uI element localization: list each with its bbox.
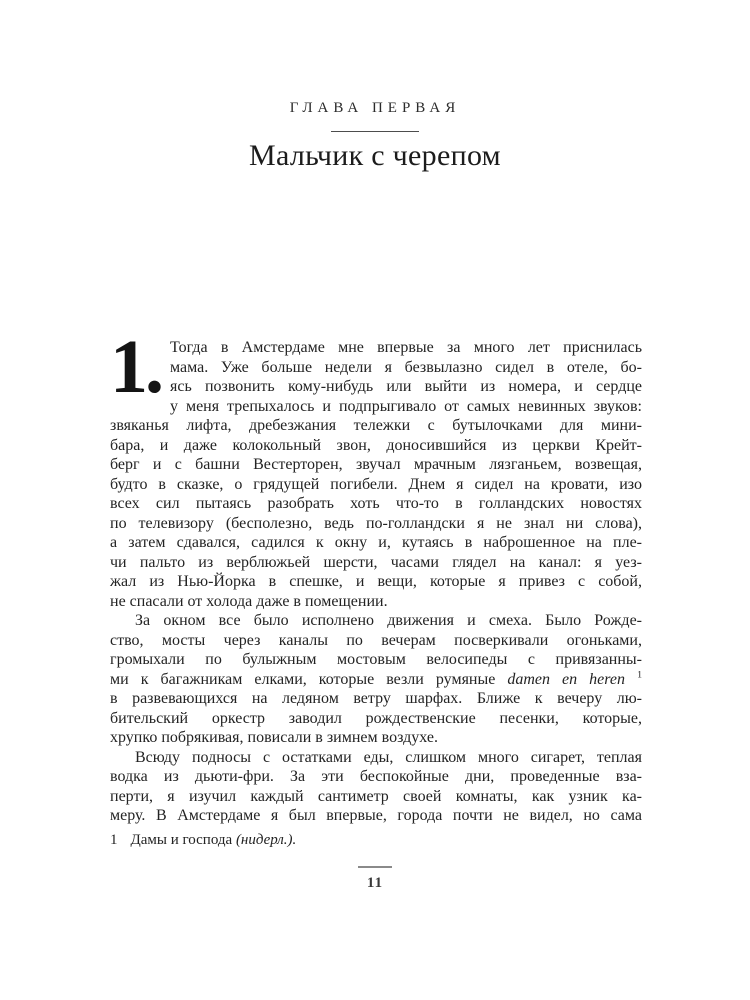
text-line: водка из дьюти-фри. За эти беспокойные дни, проведенные вза- [110, 768, 642, 785]
superscript-footnote-ref: 1 [637, 669, 643, 681]
text-line: мама. Уже больше недели я безвылазно сидел в отеле, бо- [170, 358, 642, 376]
text-segment [625, 671, 637, 688]
text-line: перти, я изучил каждый сантиметр своей комнаты, как узник ка- [110, 787, 642, 805]
text-line: ство, мосты через каналы по вечерам посверкивали огоньками, [110, 631, 642, 649]
text-line: берг и с башни Вестерторен, звучал мрачным лязганьем, возвещая, [110, 456, 642, 473]
text-segment: Дамы и господа [130, 832, 236, 848]
text-line [110, 670, 642, 690]
footnote-text [131, 832, 297, 848]
text-line: чи пальто из верблюжьей шерсти, часами глядел на канал: я уез- [110, 553, 642, 571]
text-line: будто в сказке, о грядущей погибели. Днем я сидел на кровати, изо [110, 475, 642, 493]
footnote [110, 832, 642, 849]
text-line: Тогда в Амстердаме мне впервые за много лет приснилась [170, 339, 642, 356]
text-line: всех сил пытаясь разобрать хоть что-то в голландских новостях [110, 495, 642, 512]
text-line: бара, и даже колокольный звон, доносившийся из церкви Крейт- [110, 436, 642, 454]
text-segment: ми к багажникам елками, которые везли румяные [110, 670, 508, 688]
text-line: бительский оркестр заводил рождественские песенки, которые, [110, 709, 642, 727]
chapter-heading [0, 100, 750, 173]
italic-text: damen en heren [507, 670, 626, 688]
text-line: звяканья лифта, дребезжания тележки с бутылочками для мини- [110, 417, 642, 434]
paragraph-1 [110, 325, 642, 611]
text-line: хрупко побрякивая, повисали в зимнем воздухе. [110, 729, 438, 746]
text-line: Всюду подносы с остатками еды, слишком много сигарет, теплая [135, 748, 642, 766]
chapter-title: Мальчик с черепом [249, 139, 501, 172]
text-line: а затем сдавался, садился к окну и, кутаясь в наброшенное на пле- [110, 534, 642, 551]
text-line: жал из Нью-Йорка в спешке, и вещи, которые я привез с собой, [110, 573, 642, 590]
text-line: За окном все было исполнено движения и смеха. Было Рожде- [135, 612, 642, 629]
page-number: 11 [366, 875, 384, 891]
page-footer [0, 866, 750, 892]
italic-text: (нидерл.). [235, 832, 297, 848]
text-line: по телевизору (бесполезно, ведь по-голландски я не знал ни слова), [110, 514, 642, 532]
drop-cap-numeral: 1. [110, 325, 161, 409]
text-line: не спасали от холода даже в помещении. [110, 592, 388, 610]
footer-rule [358, 866, 392, 868]
text-line: громыхали по булыжным мостовым велосипеды с привязанны- [110, 651, 642, 668]
body-text-block [110, 325, 643, 826]
text-line: меру. В Амстердаме я был впервые, города почти не видел, но сама [110, 807, 642, 824]
footnote-marker: 1 [110, 832, 118, 848]
chapter-divider-rule [331, 131, 419, 132]
paragraph-3 [110, 748, 642, 826]
text-line: ясь позвонить кому-нибудь или выйти из номера, и сердце [170, 378, 642, 395]
paragraph-2 [110, 611, 642, 748]
text-line: в развевающихся на ледяном ветру шарфах. Ближе к вечеру лю- [110, 690, 642, 707]
chapter-label: ГЛАВА ПЕРВАЯ [289, 100, 461, 116]
text-line: у меня трепыхалось и подпрыгивало от самых невинных звуков: [170, 397, 642, 415]
